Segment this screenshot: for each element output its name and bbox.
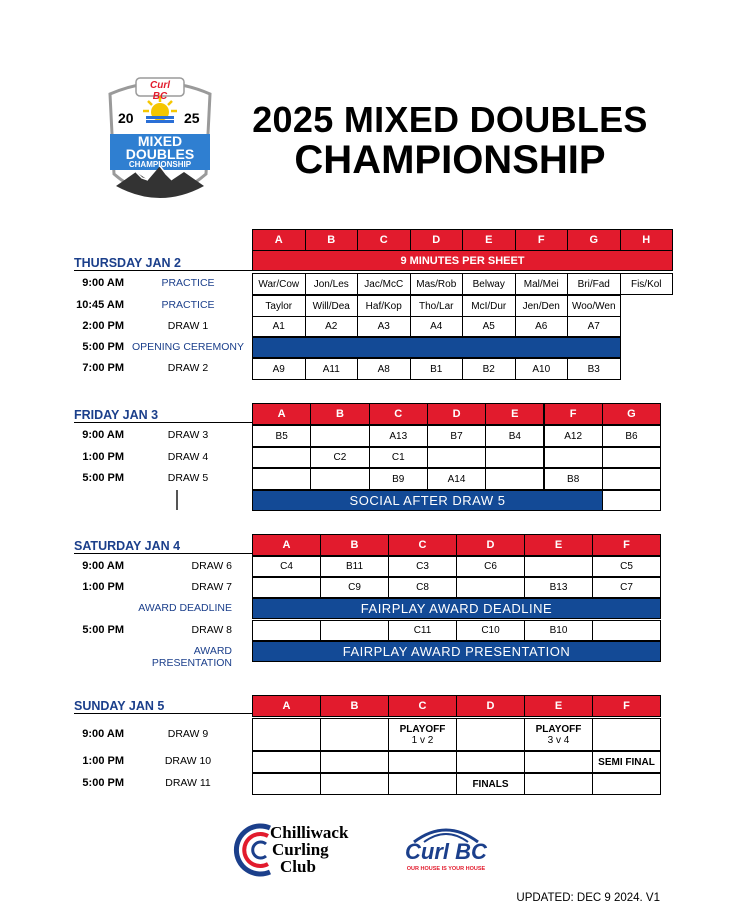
sheet-header-g: G [567, 229, 621, 251]
title-line1: 2025 MIXED DOUBLES [252, 99, 648, 140]
schedule-cell [252, 773, 321, 795]
row-label: AWARD PRESENTATION [151, 644, 232, 669]
schedule-cell: Mas/Rob [410, 273, 464, 295]
day-heading-sunday: SUNDAY JAN 5 [74, 699, 252, 714]
schedule-cell: B6 [602, 425, 661, 447]
logo-line2: DOUBLES [125, 146, 195, 162]
sheet-header-b: B [320, 534, 389, 556]
day-heading-saturday: SATURDAY JAN 4 [74, 539, 252, 554]
schedule-cell: C9 [320, 577, 389, 598]
schedule-cell: A6 [515, 316, 569, 337]
championship-logo [96, 74, 224, 212]
curlbc-tagline: OUR HOUSE IS YOUR HOUSE [406, 866, 486, 872]
sheet-header-c: C [369, 403, 428, 425]
schedule-cell: Belway [462, 273, 516, 295]
schedule-cell [456, 751, 525, 773]
schedule-cell: C7 [592, 577, 661, 598]
schedule-cell: C5 [592, 556, 661, 577]
sheet-header-e: E [462, 229, 516, 251]
row-label: DRAW 10 [164, 755, 212, 767]
sheet-header-f: F [592, 534, 661, 556]
sheet-header-g: G [602, 403, 661, 425]
schedule-cell: C8 [388, 577, 457, 598]
schedule-cell: FINALS [456, 773, 525, 795]
row-label: DRAW 5 [167, 472, 209, 484]
row-time: 10:45 AM [76, 299, 124, 311]
schedule-cell: A10 [515, 358, 569, 380]
schedule-cell [252, 620, 321, 641]
schedule-cell: C2 [310, 447, 369, 468]
schedule-cell: B13 [524, 577, 593, 598]
schedule-cell: Jon/Les [305, 273, 359, 295]
playoff-matchup: 1 v 2 [411, 734, 434, 746]
banner-minutes-per-sheet: 9 MINUTES PER SHEET [252, 250, 673, 271]
row-time: 9:00 AM [82, 277, 124, 289]
sheet-header-c: C [357, 229, 411, 251]
schedule-cell: A1 [252, 316, 306, 337]
schedule-cell: Tho/Lar [410, 295, 464, 317]
playoff-matchup: 3 v 4 [547, 734, 570, 746]
logo-brand: Curl BC [150, 80, 170, 102]
sheet-header-e: E [524, 534, 593, 556]
schedule-cell [592, 718, 661, 751]
schedule-cell [320, 718, 389, 751]
schedule-cell: B9 [369, 468, 428, 490]
club-name-line1: Chilliwack [270, 823, 349, 842]
schedule-cell: Fis/Kol [620, 273, 674, 295]
row-label: DRAW 4 [167, 450, 209, 463]
schedule-cell: B8 [544, 468, 603, 490]
schedule-cell [310, 468, 369, 490]
schedule-cell [592, 773, 661, 795]
schedule-cell: B5 [252, 425, 311, 447]
playoff-title: PLAYOFF [535, 723, 582, 735]
club-name-line3: Club [280, 857, 316, 876]
row-time: 1:00 PM [82, 755, 124, 767]
row-time: 5:00 PM [82, 340, 124, 353]
row-time: 1:00 PM [82, 580, 124, 593]
schedule-cell: A7 [567, 316, 621, 337]
sheet-header-d: D [427, 403, 486, 425]
row-label: DRAW 11 [165, 777, 211, 789]
sheet-header-c: C [388, 534, 457, 556]
row-label: AWARD DEADLINE [138, 601, 232, 614]
schedule-cell: A14 [427, 468, 486, 490]
schedule-cell [388, 773, 457, 795]
schedule-cell [524, 556, 593, 577]
schedule-cell: B7 [427, 425, 486, 447]
schedule-cell [252, 468, 311, 490]
social-band: SOCIAL AFTER DRAW 5 [252, 490, 603, 511]
schedule-cell: Bri/Fad [567, 273, 621, 295]
schedule-cell [524, 751, 593, 773]
row-label: DRAW 3 [167, 429, 209, 441]
schedule-cell: B10 [524, 620, 593, 641]
curlbc-logo [398, 822, 494, 878]
row-label: DRAW 8 [191, 623, 232, 636]
schedule-cell: A4 [410, 316, 464, 337]
schedule-cell: Jac/McC [357, 273, 411, 295]
schedule-cell: A9 [252, 358, 306, 380]
schedule-cell [456, 577, 525, 598]
sheet-header-b: B [305, 229, 359, 251]
sheet-header-b: B [310, 403, 369, 425]
schedule-cell: B2 [462, 358, 516, 380]
schedule-cell [485, 468, 544, 490]
schedule-cell [592, 620, 661, 641]
sheet-header-h: H [620, 229, 674, 251]
row-label: PRACTICE [161, 299, 215, 311]
schedule-cell: Woo/Wen [567, 295, 621, 317]
row-label: DRAW 7 [191, 580, 232, 593]
schedule-cell [320, 620, 389, 641]
row-label: PRACTICE [161, 277, 215, 289]
schedule-cell: War/Cow [252, 273, 306, 295]
schedule-cell [252, 751, 321, 773]
row-time: 5:00 PM [82, 472, 124, 484]
schedule-cell: A2 [305, 316, 359, 337]
sheet-header-d: D [456, 534, 525, 556]
schedule-cell: SEMI FINAL [592, 751, 661, 773]
schedule-cell: B11 [320, 556, 389, 577]
schedule-cell: C3 [388, 556, 457, 577]
schedule-cell: Jen/Den [515, 295, 569, 317]
schedule-cell: C6 [456, 556, 525, 577]
schedule-cell: A3 [357, 316, 411, 337]
schedule-cell: B4 [485, 425, 544, 447]
schedule-cell [524, 773, 593, 795]
row-band: FAIRPLAY AWARD DEADLINE [252, 598, 661, 619]
schedule-cell [320, 773, 389, 795]
schedule-cell: A5 [462, 316, 516, 337]
row-label: DRAW 1 [167, 319, 209, 332]
row-label: DRAW 2 [167, 362, 209, 374]
row-label: DRAW 9 [167, 727, 209, 740]
schedule-cell: Haf/Kop [357, 295, 411, 317]
row-time: 9:00 AM [82, 559, 124, 572]
schedule-cell [485, 447, 544, 468]
schedule-cell: C11 [388, 620, 457, 641]
chilliwack-club-logo [228, 822, 368, 878]
sheet-header-c: C [388, 695, 457, 717]
sheet-header-a: A [252, 534, 321, 556]
schedule-cell: A8 [357, 358, 411, 380]
sheet-header-e: E [485, 403, 544, 425]
schedule-cell [388, 718, 457, 751]
schedule-cell [310, 425, 369, 447]
schedule-cell [602, 490, 661, 511]
row-label: OPENING CEREMONY [131, 340, 244, 353]
sheet-header-a: A [252, 403, 311, 425]
schedule-cell: C4 [252, 556, 321, 577]
row-time: 2:00 PM [82, 319, 124, 332]
schedule-cell: Mal/Mei [515, 273, 569, 295]
schedule-cell [602, 468, 661, 490]
schedule-cell: McI/Dur [462, 295, 516, 317]
club-name-line2: Curling [272, 840, 329, 859]
row-time: 7:00 PM [82, 362, 124, 374]
schedule-cell [524, 718, 593, 751]
logo-line1: MIXED [137, 133, 183, 149]
logo-line3: CHAMPIONSHIP [128, 160, 192, 169]
sheet-header-b: B [320, 695, 389, 717]
sheet-header-f: F [515, 229, 569, 251]
sheet-header-f: F [592, 695, 661, 717]
schedule-cell [252, 447, 311, 468]
schedule-cell: B1 [410, 358, 464, 380]
updated-note: UPDATED: DEC 9 2024. V1 [516, 892, 660, 904]
schedule-cell [388, 751, 457, 773]
schedule-cell [427, 447, 486, 468]
divider-mark [176, 490, 178, 510]
sheet-header-a: A [252, 229, 306, 251]
logo-year-left: 20 [118, 110, 134, 126]
schedule-cell: B3 [567, 358, 621, 380]
logo-year-right: 25 [184, 110, 200, 126]
schedule-cell: C1 [369, 447, 428, 468]
curlbc-wordmark: Curl BC [405, 839, 487, 864]
sheet-header-d: D [456, 695, 525, 717]
row-band: FAIRPLAY AWARD PRESENTATION [252, 641, 661, 662]
schedule-cell: Taylor [252, 295, 306, 317]
schedule-cell [320, 751, 389, 773]
row-time: 5:00 PM [82, 777, 124, 789]
title-line2: CHAMPIONSHIP [294, 138, 606, 182]
row-time: 1:00 PM [82, 450, 124, 463]
schedule-cell [252, 577, 321, 598]
row-label: DRAW 6 [191, 559, 232, 572]
schedule-cell: A11 [305, 358, 359, 380]
schedule-cell: Will/Dea [305, 295, 359, 317]
schedule-cell [252, 718, 321, 751]
row-time: 9:00 AM [82, 429, 124, 441]
sheet-header-e: E [524, 695, 593, 717]
day-heading-friday: FRIDAY JAN 3 [74, 408, 252, 423]
sheet-header-f: F [544, 403, 603, 425]
sheet-header-d: D [410, 229, 464, 251]
row-time: 5:00 PM [82, 623, 124, 636]
schedule-cell: A12 [544, 425, 603, 447]
opening-ceremony-band [252, 337, 621, 358]
sheet-header-a: A [252, 695, 321, 717]
row-time: 9:00 AM [82, 727, 124, 740]
playoff-title: PLAYOFF [399, 723, 446, 735]
day-heading-thursday: THURSDAY JAN 2 [74, 256, 252, 271]
schedule-cell [456, 718, 525, 751]
schedule-cell [602, 447, 661, 468]
schedule-cell [544, 447, 603, 468]
schedule-cell: C10 [456, 620, 525, 641]
schedule-cell: A13 [369, 425, 428, 447]
